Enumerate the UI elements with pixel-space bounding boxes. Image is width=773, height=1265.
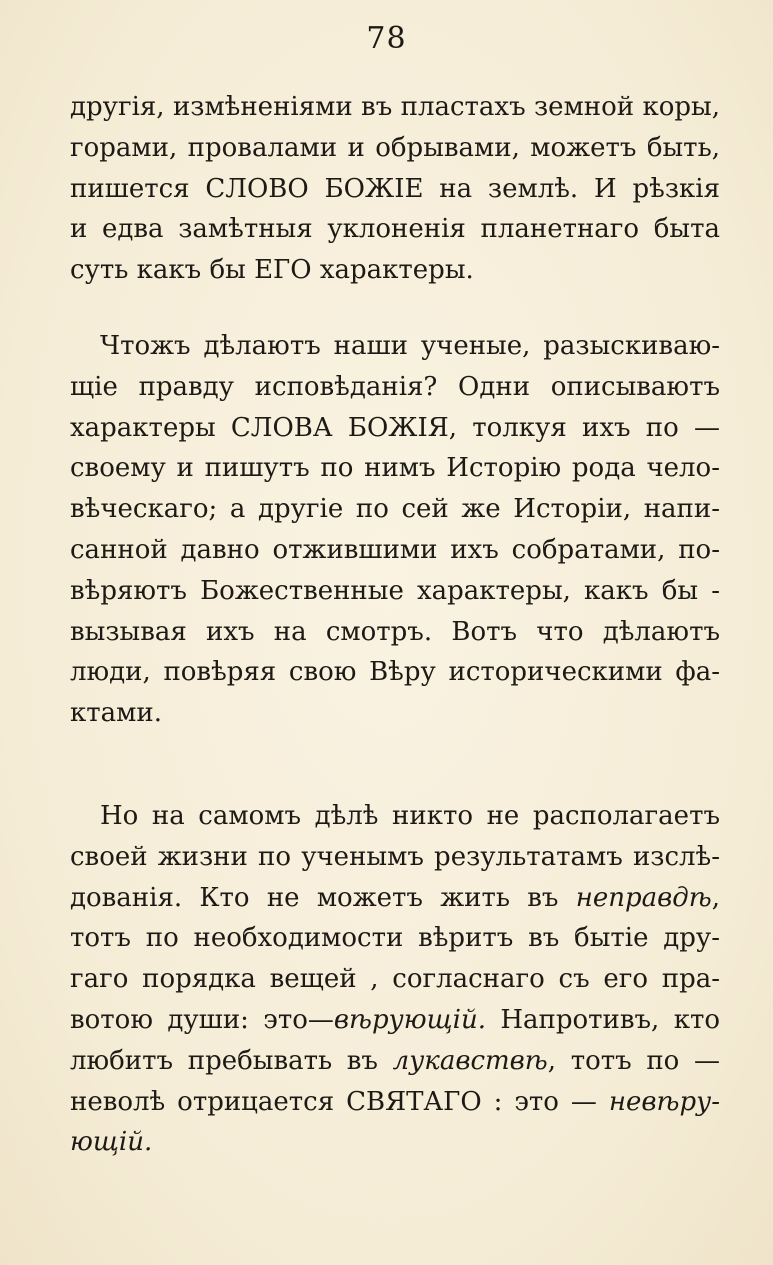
text-line bbox=[70, 959, 720, 1000]
text-run: вѣческаго; а другіе по сей же Исторіи, напи- bbox=[70, 494, 720, 525]
text-run: Напротивъ, кто bbox=[485, 1004, 720, 1035]
paragraph-2 bbox=[70, 326, 720, 734]
text-run: характеры СЛОВА БОЖІЯ, толкуя ихъ по — bbox=[70, 412, 720, 443]
text-line bbox=[70, 837, 720, 878]
text-line bbox=[70, 796, 720, 837]
text-run: ктами. bbox=[70, 698, 162, 729]
italic-text-run: ющій. bbox=[70, 1127, 153, 1158]
text-run: Чтожъ дѣлаютъ наши ученые, разыскиваю- bbox=[100, 331, 720, 361]
text-run: вѣряютъ Божественные характеры, какъ бы - bbox=[70, 575, 720, 606]
text-run: вотою души: это— bbox=[70, 1004, 334, 1035]
text-line bbox=[70, 652, 720, 693]
paragraph-3 bbox=[70, 796, 720, 1163]
text-run: любитъ пребывать въ bbox=[70, 1045, 393, 1076]
text-run: , bbox=[711, 882, 720, 913]
text-run: щіе правду исповѣданія? Одни описываютъ bbox=[70, 371, 720, 402]
text-line bbox=[70, 128, 720, 169]
italic-text-run: невѣру- bbox=[608, 1086, 720, 1117]
text-run: Но на самомъ дѣлѣ никто не располагаетъ bbox=[100, 801, 720, 831]
italic-text-run: неправдѣ bbox=[575, 882, 712, 913]
text-line bbox=[70, 169, 720, 210]
text-run: и едва замѣтныя уклоненія планетнаго быта bbox=[70, 214, 720, 245]
text-line bbox=[70, 612, 720, 653]
text-line bbox=[70, 878, 720, 919]
text-line bbox=[70, 250, 720, 291]
text-run: гаго порядка вещей , согласнаго съ его пра- bbox=[70, 964, 720, 995]
text-run: , тотъ по — bbox=[547, 1045, 720, 1076]
text-line bbox=[70, 693, 720, 734]
text-line bbox=[70, 1122, 720, 1163]
text-line bbox=[70, 571, 720, 612]
text-run: дованія. Кто не можетъ жить въ bbox=[70, 882, 576, 913]
text-run: люди, повѣряя свою Вѣру историческими фа- bbox=[70, 657, 720, 688]
text-line bbox=[70, 209, 720, 250]
text-line bbox=[70, 448, 720, 489]
text-line bbox=[70, 367, 720, 408]
text-line bbox=[70, 530, 720, 571]
text-run: пишется СЛОВО БОЖIЕ на землѣ. И рѣзкія bbox=[70, 173, 720, 204]
text-run: неволѣ отрицается СВЯТАГО : это — bbox=[70, 1086, 609, 1117]
text-run: другія, измѣненіями въ пластахъ земной коры, bbox=[70, 92, 720, 122]
text-run: вызывая ихъ на смотръ. Вотъ что дѣлаютъ bbox=[70, 616, 720, 647]
italic-text-run: вѣрующій. bbox=[333, 1004, 486, 1035]
paragraph-1 bbox=[70, 87, 720, 291]
text-line bbox=[70, 1082, 720, 1123]
text-run: своей жизни по ученымъ результатамъ изслѣ- bbox=[70, 841, 720, 872]
text-run: горами, провалами и обрывами, можетъ быть, bbox=[70, 132, 720, 163]
page-number: 78 bbox=[366, 21, 407, 56]
text-line bbox=[70, 408, 720, 449]
text-line bbox=[70, 87, 720, 128]
text-run: санной давно отжившими ихъ собратами, по- bbox=[70, 534, 720, 565]
text-line bbox=[70, 489, 720, 530]
italic-text-run: лукавствѣ bbox=[392, 1045, 548, 1076]
text-line bbox=[70, 1000, 720, 1041]
text-run: суть какъ бы ЕГО характеры. bbox=[70, 255, 474, 286]
text-line bbox=[70, 326, 720, 367]
text-run: тотъ по необходимости вѣритъ въ бытіе дру- bbox=[70, 923, 720, 954]
text-run: своему и пишутъ по нимъ Исторію рода чело- bbox=[70, 453, 720, 484]
text-line bbox=[70, 918, 720, 959]
text-line bbox=[70, 1041, 720, 1082]
